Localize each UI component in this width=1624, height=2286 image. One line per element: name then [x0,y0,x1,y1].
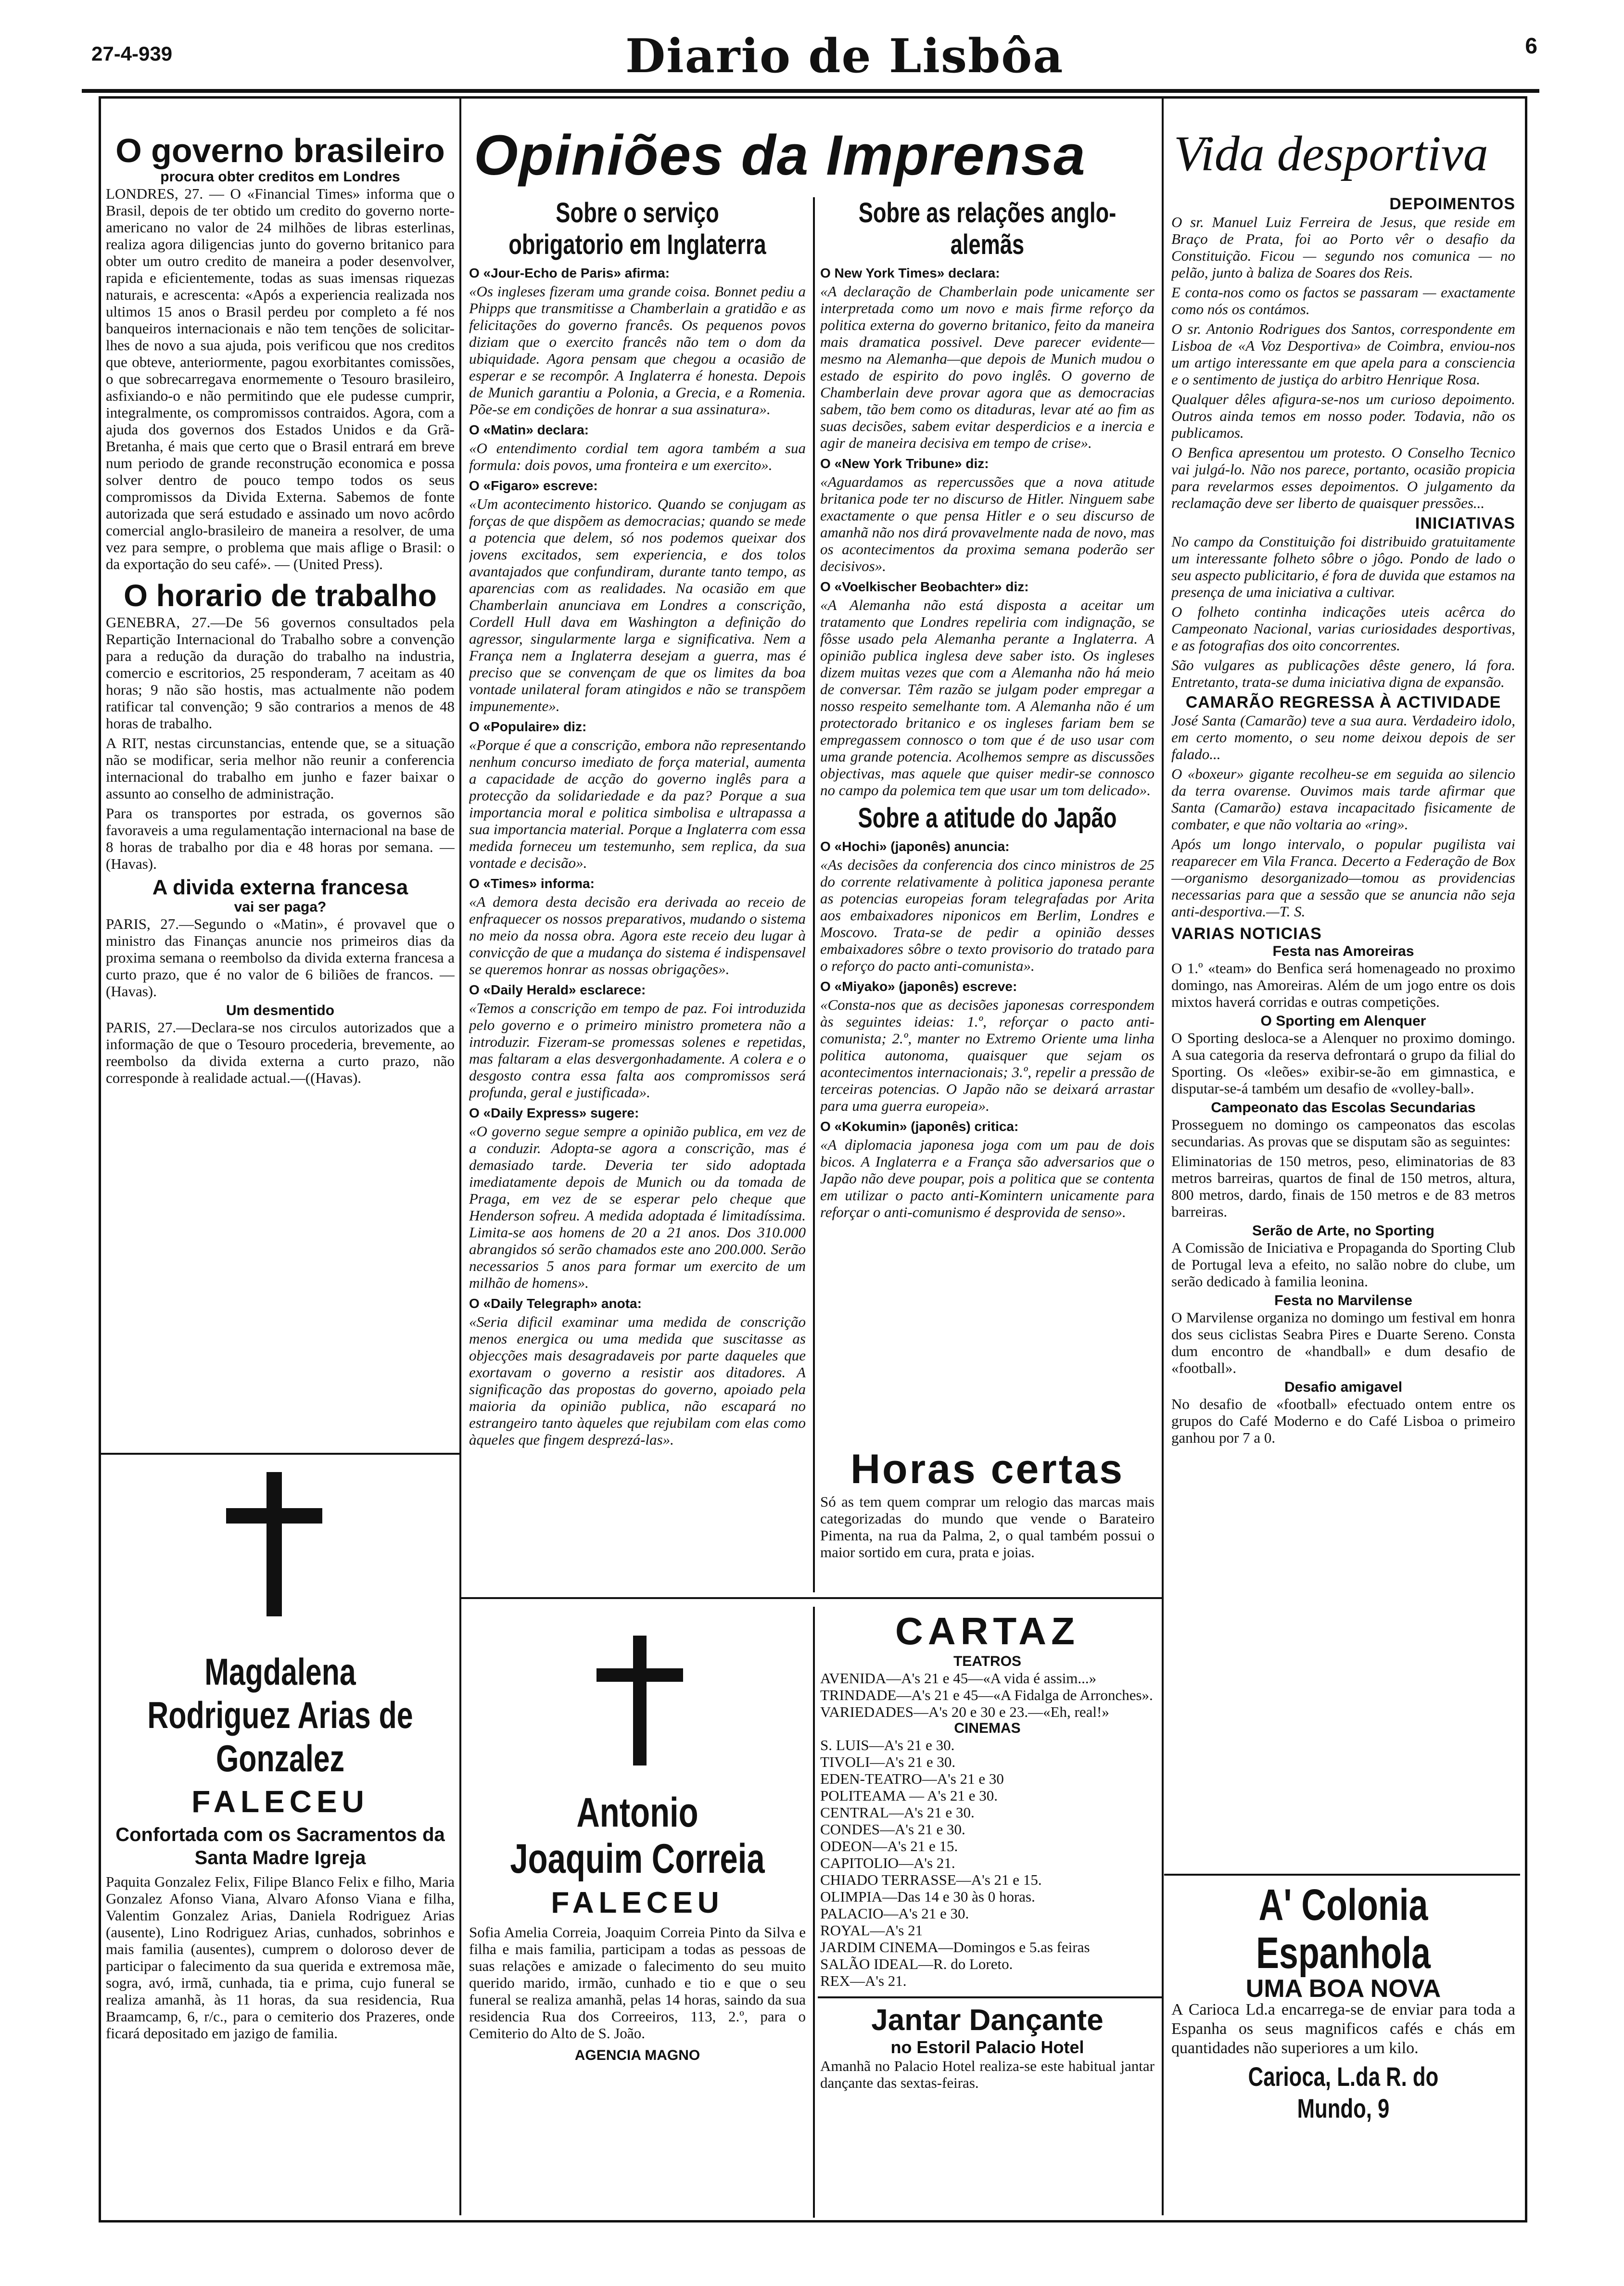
obituary [469,1790,806,2213]
cartaz-listings [820,1609,1155,1994]
advert-text: Amanhã no Palacio Hotel realiza-se este habitual jantar dançante das sextas-feiras. [820,2057,1155,2091]
sports-text: E conta-nos como os factos se passaram — exactamente como nós os contámos. [1171,284,1515,318]
listing-item: S. LUIS—A's 21 e 30. [820,1737,955,1753]
column-divider [813,197,815,1592]
sports-column [1171,195,1515,1811]
cross-icon [596,1636,683,1765]
opinion-quote: «Seria dificil examinar uma medida de conscrição menos energica ou uma medida que suscitasse as objecções mais desagradaveis por parte daqueles que exortavam o governo a resistir aos ditadores. A significação das propostas do governo, apoiado pela maioria da opinião publica, não escapará no estrangeiro tanto àqueles que rejubilam com elas como àqueles que fingem desprezá-las». [469,1313,806,1448]
opinion-quote: «Consta-nos que as decisões japonesas correspondem às seguintes ideias: 1.º, reforçar o pacto anti-comunista; 2.º, manter no Extremo Oriente uma linha politica autonoma, quaisquer que sejam os acontecimentos internacionais; 3.º, repelir a pressão de terceiras potencias. O Japão não se deixará arrastar para uma guerra europeia». [820,996,1155,1114]
opinion-section-title: Sobre as relações anglo-alemãs [858,197,1116,260]
article-body: LONDRES, 27. — O «Financial Times» informa que o Brasil, depois de ter obtido um credito do governo norte-americano no valor de 24 milhões de libras esterlinas, realiza agora diligencias junto do governo britanico para obter um outro credito de maneira a poder desenvolver, rapida e eficientemente, todas as suas imensas riquezas naturais, e acrescenta: «Após a experiencia realizada nos ultimos 15 anos o Brasil perdeu por completo a fé nos banqueiros internacionais e não tem tenções de solicitar-lhes de novo a sua ajuda, pois verificou que nos creditos que obteve, anteriormente, pagou exorbitantes comissões, o que sobrecarregava enormemente o Tesouro brasileiro, asfixiando-o e não permitindo que ele pudesse cumprir, integralmente, os compromissos contraidos. Agora, com a ajuda dos governos dos Estados Unidos e da Grã-Bretanha, é mais que certo que o Brasil entrará em breve num periodo de grande reconstrução economica e possa solver dentro de pouco tempo todos os seus compromissos da Divida Externa. Sabemos de fonte autorizada que será estudado e assinado um novo acôrdo comercial anglo-brasileiro de maneira a resolver, de uma vez para sempre, o problema que mais aflige o Brasil: o da exportação do seu café». — (United Press). [106,185,455,572]
sports-text: Qualquer dêles afigura-se-nos um curioso depoimento. Outros ainda temos em nosso poder. Todavia, não os publicamos. [1171,391,1515,441]
listing-item: ROYAL—A's 21 [820,1922,923,1939]
opinion-source: O «Kokumin» (japonês) critica: [820,1119,1019,1134]
news-text: O Marvilense organiza no domingo um festival em honra dos seus ciclistas Seabra Pires e Duarte Sereno. Consta dum encontro de «handball» e dum desafio de «football». [1171,1309,1515,1376]
opinion-source: O «Hochi» (japonês) anuncia: [820,839,1010,854]
sports-text: José Santa (Camarão) teve a sua aura. Verdadeiro idolo, em certo momento, o seu nome deixou depois de ser falado... [1171,712,1515,762]
news-text: O 1.º «team» do Benfica será homenageado no proximo domingo, nas Amoreiras. Além de um jogo entre os dois mixtos haverá corridas e outras competições. [1171,960,1515,1010]
opinion-source: O «Populaire» diz: [469,719,587,734]
obituary-subtitle: Confortada com os Sacramentos da Santa Madre Igreja [115,1824,445,1868]
obituary-faleceu: FALECEU [191,1784,369,1819]
headline-governo-brasileiro: O governo brasileiro [115,132,445,169]
opinion-quote: «A declaração de Chamberlain pode unicamente ser interpretada como um novo e mais firme reforço da politica externa do governo britanico, feito da maneira mais dramatica possivel. Deve parecer evidente—mesmo na Alemanha—que depois de Munich mudou o estado de espirito do povo inglês. O governo de Chamberlain deve provar agora que as democracias sabem, tão bem como os ditaduras, levar até ao fim as suas decisões, sabem evitar desperdicios e a inercia e agir de maneira decisiva em tempo de crise». [820,283,1155,451]
listing-item: EDEN-TEATRO—A's 21 e 30 [820,1770,1004,1787]
obituary-name: Magdalena Rodriguez Arias de Gonzalez [147,1651,413,1779]
opinion-quote: «Porque é que a conscrição, embora não representando nenhum concurso imediato de força material, aumenta a capacidade de acção do governo inglês para a protecção da solidariedade e da paz? Porque a sua importancia moral e politica simbolisa e ultrapassa a sua importancia material. Porque a Inglaterra com essa medida forneceu um testemunho, sem replica, da sua vontade e decisão». [469,737,806,871]
subheadline: Um desmentido [226,1003,335,1018]
listing-item: PALACIO—A's 21 e 30. [820,1905,969,1922]
subheadline: procura obter creditos em Londres [160,169,400,185]
obituary-text: Sofia Amelia Correia, Joaquim Correia Pinto da Silva e filha e mais familia, participam a todas as pessoas de suas relações e amizade o falecimento do seu muito querido marido, irmão, cunhado e tio e que o seu funeral se realiza amanhã, pelas 14 horas, saindo da sua residencia Rua dos Correeiros, 113, 2.º, para o Cemiterio do Alto de S. João. [469,1924,806,2042]
sports-heading: DEPOIMENTOS [1389,195,1515,213]
article-body: PARIS, 27.—Declara-se nos circulos autorizados que a informação de que o Tesouro procederia, brevemente, ao reembolso da divida externa a curto prazo, não corresponde à realidade actual.—((Havas). [106,1019,455,1086]
opinion-source: O «Matin» declara: [469,422,589,437]
opinion-quote: «O governo segue sempre a opinião publica, em vez de a conduzir. Adopta-se agora a conscrição, mas é demasiado tarde. Deveria ter sido adoptada imediatamente depois de Munich ou da tomada de Praga, em vez de se esperar pelo cheque que Henderson sofreu. A medida adoptada é limitadíssima. Limita-se aos homens de 20 a 21 anos. Dos 310.000 abrangidos só serão chamados este ano 200.000. Serão necessarios 5 anos para formar um exercito de um milhão de homens». [469,1123,806,1291]
listing-item: JARDIM CINEMA—Domingos e 5.as feiras [820,1939,1090,1956]
section-divider [101,1453,459,1455]
teatros-label: TEATROS [953,1653,1022,1669]
opinion-source: O «Daily Herald» esclarece: [469,982,646,997]
sports-heading: VARIAS NOTICIAS [1171,925,1322,943]
sports-text: O sr. Manuel Luiz Ferreira de Jesus, que reside em Braço de Prata, foi ao Porto vêr o desafio da Constituição. Ficou — segundo nos comunica — no pelão, junto à baliza de Soares dos Reis. [1171,214,1515,281]
cartaz-title: CARTAZ [895,1610,1079,1652]
listing-item: CHIADO TERRASSE—A's 21 e 15. [820,1871,1042,1888]
listing-item: OLIMPIA—Das 14 e 30 às 0 horas. [820,1888,1035,1905]
opinion-source: O «Figaro» escreve: [469,478,598,493]
opinion-column [469,197,806,1592]
news-subheading: Desafio amigavel [1284,1379,1403,1395]
sports-text: São vulgares as publicações dêste genero, lá fora. Entretanto, trata-se duma iniciativa digna de expansão. [1171,657,1515,690]
opinion-source: O «New York Tribune» diz: [820,456,989,471]
opinion-section-title: Sobre o serviço obrigatorio em Inglaterra [508,197,766,260]
section-divider [459,1597,1162,1599]
section-divider [818,1996,1162,1998]
advert-subtitle: UMA BOA NOVA [1245,1975,1441,2003]
opinion-source: O «Daily Express» sugere: [469,1105,639,1120]
news-subheading: Festa no Marvilense [1274,1293,1412,1308]
opinion-quote: «A diplomacia japonesa joga com um pau de dois bicos. A Inglaterra e a França são adversarios que o Japão não deve poupar, pois a politica que se contenta em utilizar o pacto anti-Komintern unicamente para reforçar o anti-comunismo é desprovida de senso». [820,1136,1155,1220]
news-column [106,132,455,1448]
advert-jantar [820,2004,1155,2210]
advert-colonia [1171,1881,1515,2213]
news-subheading: Festa nas Amoreiras [1272,943,1414,959]
news-text: Prosseguem no domingo os campeonatos das escolas secundarias. As provas que se disputam são as seguintes: [1171,1116,1515,1150]
section-banner: Opiniões da Imprensa [474,124,1086,187]
listing-item: CENTRAL—A's 21 e 30. [820,1804,975,1821]
listing-item: ODEON—A's 21 e 15. [820,1838,958,1854]
opinion-source: O New York Times» declara: [820,266,1000,280]
sports-text: O «boxeur» gigante recolheu-se em seguida ao silencio da terra ovarense. Ouvimos mais tarde afirmar que Santa (Camarão) estava incapacitado fisicamente de combater, e que não voltaria ao «ring». [1171,765,1515,833]
news-text: No desafio de «football» efectuado ontem entre os grupos do Café Moderno e do Café Lisboa o primeiro ganhou por 7 a 0. [1171,1396,1515,1446]
obituary-name: Antonio Joaquim Correia [510,1790,765,1882]
advert-subtitle: no Estoril Palacio Hotel [890,2037,1084,2057]
issue-date: 27-4-939 [91,42,173,65]
news-subheading: O Sporting em Alenquer [1260,1013,1426,1029]
listing-item: REX—A's 21. [820,1972,907,1989]
listing-item: AVENIDA—A's 21 e 45—«A vida é assim...» [820,1670,1097,1687]
opinion-quote: «Um acontecimento historico. Quando se conjugam as forças de que dispõem as democracias; quando se mede a potencia que delem, só nos podemos queixar dos jovens excitados, sem experiencia, e dos tolos avantajados que confundiram, durante tanto tempo, as aparencias com as realidades. Na ocasião em que Chamberlain anunciava em Londres a conscrição, Cordell Hull dava em Washington a definição do agressor, singularmente larga e significativa. Nem a França nem a Inglaterra desejam a guerra, mas é preciso que se convençam de que os limites da boa vontade unilateral foram atingidos e não se transpõem impunemente». [469,495,806,714]
listing-item: CAPITOLIO—A's 21. [820,1854,955,1871]
article-body: Para os transportes por estrada, os governos são favoraveis a uma regulamentação internacional na base de 8 horas de trabalho por dia e 48 horas por semana. —(Havas). [106,805,455,872]
sports-text: O sr. Antonio Rodrigues dos Santos, correspondente em Lisboa de «A Voz Desportiva» de Coimbra, enviou-nos um artigo interessante em que apela para a consciencia e o sentimento de justiça do arbitro Henrique Rosa. [1171,320,1515,388]
funeral-agency: AGENCIA MAGNO [574,2047,700,2063]
sports-text: O Benfica apresentou um protesto. O Conselho Tecnico vai julgá-lo. Não nos parece, portanto, ocasião propicia para revelarmos esses depoimentos. O julgamento da reclamação deve ser liberto de quaisquer pressões... [1171,444,1515,511]
opinion-column [820,197,1155,1496]
column-divider [1162,99,1164,2215]
opinion-quote: «Temos a conscrição em tempo de paz. Foi introduzida pelo governo e o primeiro ministro prometera não a introduzir. Fizeram-se promessas solenes e repetidas, mas faltaram a elas desvergonhadamente. A colera e o desgosto contra essa falta aos compromissos será profunda, geral e justificada». [469,1000,806,1101]
obituary [106,1650,455,2213]
cinemas-label: CINEMAS [954,1720,1021,1736]
listing-item: SALÃO IDEAL—R. do Loreto. [820,1956,1013,1972]
sports-heading: CAMARÃO REGRESSA À ACTIVIDADE [1185,693,1501,711]
opinion-quote: «A Alemanha não está disposta a aceitar um tratamento que Londres repeliria com indignação, se fôsse usado pela Alemanha perante a Inglaterra. A opinião publica inglesa deve saber isto. Os ingleses dizem muitas vezes que com a Alemanha não há meio de conversar. Têm razão se julgam poder empregar a nosso respeito semelhante tom. A Alemanha não é um protectorado britanico e os ingleses fariam bem se empregassem connosco o tom que é de uso usar com uma grande potencia. Acolhemos sempre as discussões objectivas, mas aquele que quiser medir-se connosco no campo da polemica tem que usar um tom delicado». [820,597,1155,799]
opinion-quote: «Aguardamos as repercussões que a nova atitude britanica pode ter no discurso de Hitler. Ninguem sabe exactamente o que pensa Hitler e o seu discurso de amanhã não nos dirá provavelmente nada de novo, mas os acontecimentos da proxima semana poderão ser decisivos». [820,473,1155,574]
obituary-faleceu: FALECEU [551,1886,724,1919]
newspaper-title: Diario de Lisbôa [625,29,1064,83]
listing-item: TIVOLI—A's 21 e 30. [820,1753,956,1770]
opinion-source: O «Voelkischer Beobachter» diz: [820,579,1029,594]
sports-heading: INICIATIVAS [1415,514,1515,533]
article-body: PARIS, 27.—Segundo o «Matin», é provavel que o ministro das Finanças anuncie nos primeiros dias da proxima semana o reembolso da divida externa francesa a curto prazo, que é no valor de 6 biliões de francos. — (Havas). [106,915,455,1000]
listing-item: POLITEAMA — A's 21 e 30. [820,1787,998,1804]
opinion-source: O «Times» informa: [469,876,595,891]
subheadline: vai ser paga? [234,899,327,915]
advert-title: A' Colonia Espanhola [1256,1881,1431,1978]
column-divider [459,99,461,2215]
news-text: Eliminatorias de 150 metros, peso, eliminatorias de 83 metros barreiras, quartos de final de 150 metros, altura, 800 metros, dardo, finais de 150 metros e de 83 metros barreiras. [1171,1153,1515,1220]
opinion-source: O «Daily Telegraph» anota: [469,1296,642,1311]
opinion-quote: «O entendimento cordial tem agora também a sua formula: dois povos, uma fronteira e um exercito». [469,440,806,473]
column-divider [813,1607,815,2218]
advert-footer: Carioca, L.da R. do Mundo, 9 [1248,2061,1439,2123]
section-banner: Vida desportiva [1174,126,1488,181]
opinion-source: O «Jour-Echo de Paris» afirma: [469,266,670,280]
advert-text: Só as tem quem comprar um relogio das marcas mais categorizadas do mundo que vende o Barateiro Pimenta, na rua da Palma, 2, o qual também possui o maior sortido em cura, prata e joias. [820,1493,1155,1561]
headline-horario-trabalho: O horario de trabalho [124,578,437,613]
sports-text: Após um longo intervalo, o popular pugilista vai reaparecer em Vila Franca. Decerto a Federação de Box—organismo desorganizado—tomou as providencias necessarias para que a sessão que se anuncia não seja anti-desportiva.—T. S. [1171,836,1515,920]
advert-text: A Carioca Ld.a encarrega-se de enviar para toda a Espanha os seus magnificos cafés e chás em quantidades não superiores a um kilo. [1171,2001,1515,2057]
opinion-quote: «Os ingleses fizeram uma grande coisa. Bonnet pediu a Phipps que transmitisse a Chamberlain a gratidão e as felicitações do governo francês. Os pequenos povos diziam que o exercito francês não tem o dom da ubiquidade. Agora pensam que chegou a ocasião de esperar e se recompôr. A Inglaterra é honesta. Depois de Munich garantiu a Polonia, a Grecia, e a Romenia. Põe-se em condições de honrar a sua assinatura». [469,283,806,418]
news-text: A Comissão de Iniciativa e Propaganda do Sporting Club de Portugal leva a efeito, no salão nobre do clube, um serão dedicado à familia leonina. [1171,1239,1515,1290]
article-body: A RIT, nestas circunstancias, entende que, se a situação não se modificar, seria melhor não reunir a conferencia internacional do trabalho em junho e fazer baixar o assunto ao conselho de administração. [106,735,455,802]
opinion-quote: «A demora desta decisão era derivada ao receio de enfraquecer os nossos preparativos, mudando o sistema no meio da nossa obra. Agora este receio deu lugar à convicção de que a mudança do sistema é indispensavel se queremos honrar as nossas obrigações». [469,893,806,978]
opinion-quote: «As decisões da conferencia dos cinco ministros de 25 do corrente relativamente à politica japonesa perante as potencias europeias foram telegrafadas por Arita aos embaixadores niponicos em Berlim, Londres e Moscovo. Trata-se de pedir a opinião desses embaixadores sôbre o texto provisorio do tratado para o reforço do pacto anti-comunista». [820,856,1155,974]
opinion-source: O «Miyako» (japonês) escreve: [820,979,1017,994]
opinion-section-title: Sobre a atitude do Japão [858,802,1117,834]
sports-text: O folheto continha indicações uteis acêrca do Campeonato Nacional, varias curiosidades desportivas, e as fotografias dos oito concorrentes. [1171,603,1515,654]
listing-item: CONDES—A's 21 e 30. [820,1821,965,1838]
headline-divida-francesa: A divida externa francesa [152,876,408,899]
listing-item: TRINDADE—A's 21 e 45—«A Fidalga de Arronches». [820,1687,1153,1703]
cross-icon [226,1472,322,1616]
obituary-text: Paquita Gonzalez Felix, Filipe Blanco Felix e filho, Maria Gonzalez Afonso Viana, Alvaro Afonso Viana e filha, Valentim Gonzalez Arias, Daniela Rodriguez Arias (ausente), Lino Rodriguez Arias, cunhados, sobrinhos e mais familia (ausentes), cumprem o doloroso dever de participar o falecimento da sua querida e extremosa mãe, sogra, avó, irmã, cunhada, tia e prima, cujo funeral se realiza amanhã, às 11 horas, da sua residencia, Rua Braamcamp, 6, r/c., para o cemiterio dos Prazeres, onde ficará depositado em jazigo de familia. [106,1873,455,2042]
advert-title: Horas certas [850,1446,1125,1492]
header-rule [82,89,1539,93]
sports-text: No campo da Constituição foi distribuido gratuitamente um interessante folheto sôbre o jôgo. Pondo de lado o seu aspecto publicitario, é fora de duvida que estamos na presença de uma iniciativa a cultivar. [1171,533,1515,600]
article-body: GENEBRA, 27.—De 56 governos consultados pela Repartição Internacional do Trabalho sobre a convenção para a redução da duração do trabalho na industria, comercio e escritorios, 25 responderam, 7 aceitam as 40 horas; 9 não são hostis, mas actualmente não podem ratificar tal convenção; 9 são contrarios a menos de 48 horas de trabalho. [106,614,455,732]
section-divider [1164,1874,1520,1876]
news-subheading: Serão de Arte, no Sporting [1252,1223,1434,1239]
advert-horas-certas [820,1446,1155,1595]
advert-title: Jantar Dançante [871,2004,1104,2037]
page-number: 6 [1525,33,1537,58]
news-text: O Sporting desloca-se a Alenquer no proximo domingo. A sua categoria da reserva defrontará o grupo da filial do Sporting. Os «leões» exibir-se-ão em gimnastica, e disputar-se-á também um desafio de «volley-ball». [1171,1029,1515,1097]
news-subheading: Campeonato das Escolas Secundarias [1211,1100,1476,1116]
listing-item: VARIEDADES—A's 20 e 30 e 23.—«Eh, real!» [820,1703,1109,1720]
